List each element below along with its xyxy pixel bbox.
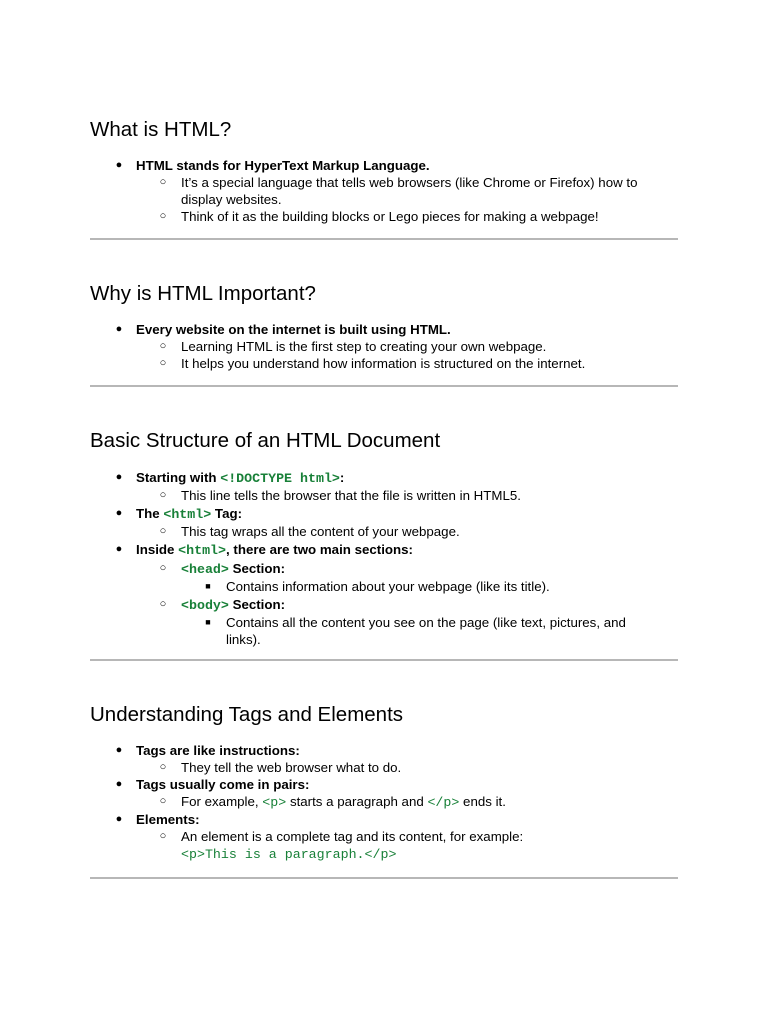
inline-code: <!DOCTYPE html> (220, 471, 340, 486)
list-item: ● HTML stands for HyperText Markup Language. (90, 157, 678, 174)
horizontal-rule (90, 385, 678, 387)
list-item: ○ <head> Section: (90, 560, 678, 578)
horizontal-rule (90, 238, 678, 240)
circle-bullet-icon: ○ (159, 340, 167, 352)
list-item: ○ This line tells the browser that the file is written in HTML5. (90, 487, 678, 504)
circle-bullet-icon: ○ (159, 357, 167, 369)
section-heading: Basic Structure of an HTML Document (90, 429, 441, 452)
list-item: ○ Think of it as the building blocks or Lego pieces for making a webpage! (90, 208, 678, 225)
list-item: ● Elements: (90, 811, 678, 828)
list-item: ○ <body> Section: (90, 596, 678, 614)
inline-code: <head> (181, 562, 229, 577)
section-heading: Why is HTML Important? (90, 282, 316, 305)
list-item: ○ It’s a special language that tells web browsers (like Chrome or Firefox) how to display websites. (90, 174, 678, 208)
section-what-is-html (90, 118, 678, 224)
list-item: ■ Contains information about your webpage (like its title). (90, 578, 678, 595)
circle-bullet-icon: ○ (159, 489, 167, 501)
disc-bullet-icon: ● (115, 159, 123, 171)
inline-code: <html> (163, 507, 212, 522)
disc-bullet-icon: ● (115, 543, 123, 555)
section-heading: Understanding Tags and Elements (90, 703, 404, 726)
disc-bullet-icon: ● (115, 813, 123, 825)
list-item: ● The <html> Tag: (90, 505, 678, 523)
disc-bullet-icon: ● (115, 471, 123, 483)
square-bullet-icon: ■ (205, 617, 211, 627)
bullet-list (90, 469, 678, 648)
section-tags-elements (90, 703, 678, 862)
disc-bullet-icon: ● (115, 778, 123, 790)
list-item: ○ It helps you understand how information is structured on the internet. (90, 355, 678, 372)
list-item: ■ Contains all the content you see on the page (like text, pictures, and links). (90, 614, 678, 648)
code-example: <p>This is a paragraph.</p> (181, 847, 397, 862)
list-item: ○ They tell the web browser what to do. (90, 759, 678, 776)
disc-bullet-icon: ● (115, 323, 123, 335)
circle-bullet-icon: ○ (159, 176, 167, 188)
list-item: ● Tags usually come in pairs: (90, 776, 678, 793)
inline-code: <html> (178, 543, 227, 558)
disc-bullet-icon: ● (115, 507, 123, 519)
circle-bullet-icon: ○ (159, 525, 167, 537)
disc-bullet-icon: ● (115, 744, 123, 756)
square-bullet-icon: ■ (205, 581, 211, 591)
inline-code: <body> (181, 598, 229, 613)
horizontal-rule (90, 659, 678, 661)
bullet-list (90, 742, 678, 865)
list-item: ● Tags are like instructions: (90, 742, 678, 759)
circle-bullet-icon: ○ (159, 830, 167, 842)
list-item: ○ An element is a complete tag and its content, for example: <p>This is a paragraph.</p> (90, 828, 678, 865)
bullet-list (90, 157, 678, 225)
inline-code: </p> (427, 795, 460, 810)
list-item: ○ This tag wraps all the content of your webpage. (90, 523, 678, 540)
section-why-important (90, 282, 678, 371)
circle-bullet-icon: ○ (159, 210, 167, 222)
section-heading: What is HTML? (90, 118, 232, 141)
circle-bullet-icon: ○ (159, 761, 167, 773)
list-item: ● Inside <html>, there are two main sections: (90, 541, 678, 559)
circle-bullet-icon: ○ (159, 562, 167, 574)
horizontal-rule (90, 877, 678, 879)
list-item: ○ For example, <p> starts a paragraph and </p> ends it. (90, 793, 678, 811)
inline-code: <p> (262, 795, 287, 810)
list-item: ● Every website on the internet is built using HTML. (90, 321, 678, 338)
circle-bullet-icon: ○ (159, 598, 167, 610)
list-item: ● Starting with <!DOCTYPE html>: (90, 469, 678, 487)
section-basic-structure (90, 429, 678, 647)
circle-bullet-icon: ○ (159, 795, 167, 807)
list-item: ○ Learning HTML is the first step to creating your own webpage. (90, 338, 678, 355)
bullet-list (90, 321, 678, 372)
